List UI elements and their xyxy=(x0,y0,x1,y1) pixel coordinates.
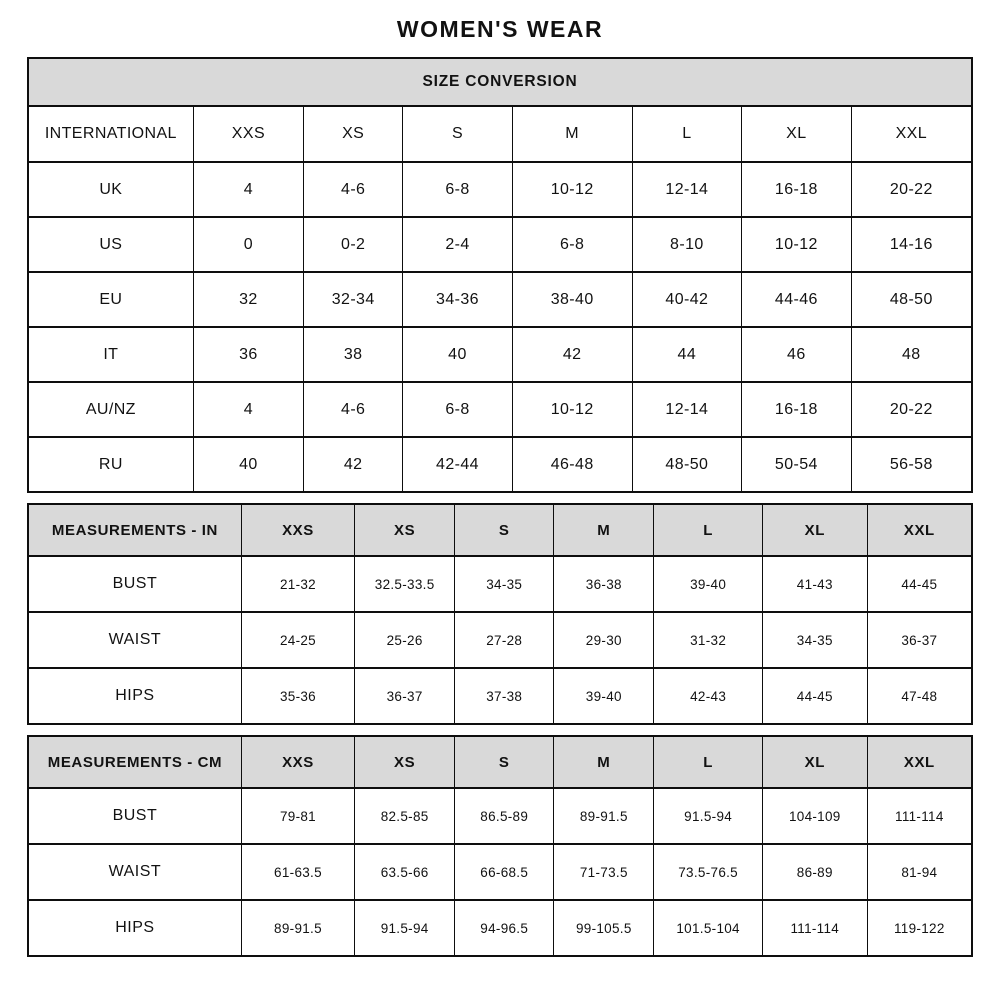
size-header-cell: XXS xyxy=(241,504,354,556)
size-value-cell: 89-91.5 xyxy=(241,900,354,956)
size-value-cell: 4-6 xyxy=(304,382,403,437)
size-value-cell: 47-48 xyxy=(867,668,972,724)
size-value-cell: 42-43 xyxy=(654,668,763,724)
size-value-cell: 63.5-66 xyxy=(355,844,455,900)
size-header-cell: XS xyxy=(304,106,403,162)
row-label: BUST xyxy=(28,788,241,844)
table-row xyxy=(28,556,972,612)
size-value-cell: 4 xyxy=(193,382,303,437)
size-value-cell: 35-36 xyxy=(241,668,354,724)
size-value-cell: 50-54 xyxy=(742,437,852,492)
size-value-cell: 42 xyxy=(304,437,403,492)
row-label: WAIST xyxy=(28,844,241,900)
size-value-cell: 61-63.5 xyxy=(241,844,354,900)
size-value-cell: 2-4 xyxy=(403,217,513,272)
measurements-cm-table xyxy=(27,735,973,957)
row-label: EU xyxy=(28,272,193,327)
size-value-cell: 10-12 xyxy=(512,162,632,217)
measurements-in-table xyxy=(27,503,973,725)
size-value-cell: 119-122 xyxy=(867,900,972,956)
header-label-cell: MEASUREMENTS - IN xyxy=(28,504,241,556)
size-value-cell: 44-45 xyxy=(762,668,867,724)
size-value-cell: 39-40 xyxy=(654,556,763,612)
size-value-cell: 71-73.5 xyxy=(554,844,654,900)
size-value-cell: 42 xyxy=(512,327,632,382)
size-value-cell: 8-10 xyxy=(632,217,742,272)
size-value-cell: 101.5-104 xyxy=(654,900,763,956)
size-value-cell: 0-2 xyxy=(304,217,403,272)
size-value-cell: 27-28 xyxy=(455,612,554,668)
size-value-cell: 89-91.5 xyxy=(554,788,654,844)
size-value-cell: 4-6 xyxy=(304,162,403,217)
page-title: WOMEN'S WEAR xyxy=(396,16,604,42)
size-header-cell: M xyxy=(554,736,654,788)
size-header-cell: S xyxy=(455,736,554,788)
size-value-cell: 44-45 xyxy=(867,556,972,612)
size-value-cell: 44 xyxy=(632,327,742,382)
size-value-cell: 111-114 xyxy=(762,900,867,956)
size-value-cell: 32 xyxy=(193,272,303,327)
size-value-cell: 6-8 xyxy=(512,217,632,272)
size-value-cell: 111-114 xyxy=(867,788,972,844)
size-header-cell: L xyxy=(654,736,763,788)
size-value-cell: 38 xyxy=(304,327,403,382)
size-value-cell: 34-35 xyxy=(455,556,554,612)
size-value-cell: 48 xyxy=(851,327,972,382)
row-label: RU xyxy=(28,437,193,492)
size-value-cell: 66-68.5 xyxy=(455,844,554,900)
table-row xyxy=(28,668,972,724)
size-value-cell: 48-50 xyxy=(632,437,742,492)
size-value-cell: 82.5-85 xyxy=(355,788,455,844)
size-header-cell: XS xyxy=(355,504,455,556)
size-value-cell: 4 xyxy=(193,162,303,217)
size-header-cell: S xyxy=(403,106,513,162)
size-value-cell: 36-38 xyxy=(554,556,654,612)
table-row xyxy=(28,437,972,492)
size-value-cell: 37-38 xyxy=(455,668,554,724)
size-value-cell: 32-34 xyxy=(304,272,403,327)
size-value-cell: 79-81 xyxy=(241,788,354,844)
size-value-cell: 36-37 xyxy=(355,668,455,724)
size-value-cell: 42-44 xyxy=(403,437,513,492)
size-value-cell: 81-94 xyxy=(867,844,972,900)
size-value-cell: 12-14 xyxy=(632,162,742,217)
size-value-cell: 34-36 xyxy=(403,272,513,327)
size-value-cell: 29-30 xyxy=(554,612,654,668)
size-header-cell: XXL xyxy=(867,736,972,788)
size-header-cell: M xyxy=(512,106,632,162)
size-header-cell: L xyxy=(654,504,763,556)
size-value-cell: 56-58 xyxy=(851,437,972,492)
size-header-cell: XXS xyxy=(241,736,354,788)
size-chart-page xyxy=(27,0,973,957)
row-label: HIPS xyxy=(28,900,241,956)
size-value-cell: 16-18 xyxy=(742,382,852,437)
size-value-cell: 25-26 xyxy=(355,612,455,668)
size-value-cell: 46-48 xyxy=(512,437,632,492)
table-row xyxy=(28,217,972,272)
table-row xyxy=(28,162,972,217)
size-value-cell: 91.5-94 xyxy=(654,788,763,844)
row-label: UK xyxy=(28,162,193,217)
size-value-cell: 21-32 xyxy=(241,556,354,612)
size-value-cell: 86-89 xyxy=(762,844,867,900)
size-value-cell: 20-22 xyxy=(851,382,972,437)
table-caption: SIZE CONVERSION xyxy=(28,58,972,106)
size-value-cell: 73.5-76.5 xyxy=(654,844,763,900)
size-value-cell: 38-40 xyxy=(512,272,632,327)
size-value-cell: 104-109 xyxy=(762,788,867,844)
row-label: HIPS xyxy=(28,668,241,724)
table-row xyxy=(28,327,972,382)
size-value-cell: 0 xyxy=(193,217,303,272)
size-value-cell: 36-37 xyxy=(867,612,972,668)
size-header-cell: XXL xyxy=(851,106,972,162)
table-row xyxy=(28,900,972,956)
size-value-cell: 36 xyxy=(193,327,303,382)
size-value-cell: 48-50 xyxy=(851,272,972,327)
size-header-cell: XL xyxy=(742,106,852,162)
row-label: US xyxy=(28,217,193,272)
size-value-cell: 40-42 xyxy=(632,272,742,327)
header-label-cell: INTERNATIONAL xyxy=(28,106,193,162)
size-value-cell: 10-12 xyxy=(512,382,632,437)
size-value-cell: 39-40 xyxy=(554,668,654,724)
size-value-cell: 6-8 xyxy=(403,162,513,217)
table-row xyxy=(28,382,972,437)
size-value-cell: 24-25 xyxy=(241,612,354,668)
row-label: BUST xyxy=(28,556,241,612)
size-value-cell: 10-12 xyxy=(742,217,852,272)
table-row xyxy=(28,844,972,900)
size-header-cell: S xyxy=(455,504,554,556)
size-value-cell: 44-46 xyxy=(742,272,852,327)
size-value-cell: 34-35 xyxy=(762,612,867,668)
size-value-cell: 94-96.5 xyxy=(455,900,554,956)
size-header-cell: M xyxy=(554,504,654,556)
size-value-cell: 12-14 xyxy=(632,382,742,437)
size-header-cell: XXS xyxy=(193,106,303,162)
row-label: IT xyxy=(28,327,193,382)
table-row xyxy=(28,272,972,327)
row-label: AU/NZ xyxy=(28,382,193,437)
size-value-cell: 40 xyxy=(193,437,303,492)
size-value-cell: 31-32 xyxy=(654,612,763,668)
size-value-cell: 46 xyxy=(742,327,852,382)
size-value-cell: 86.5-89 xyxy=(455,788,554,844)
size-header-cell: XXL xyxy=(867,504,972,556)
size-header-cell: L xyxy=(632,106,742,162)
size-conversion-table xyxy=(27,57,973,493)
size-value-cell: 6-8 xyxy=(403,382,513,437)
table-row xyxy=(28,612,972,668)
header-label-cell: MEASUREMENTS - CM xyxy=(28,736,241,788)
table-row xyxy=(28,788,972,844)
size-value-cell: 40 xyxy=(403,327,513,382)
size-value-cell: 41-43 xyxy=(762,556,867,612)
size-header-cell: XS xyxy=(355,736,455,788)
size-value-cell: 20-22 xyxy=(851,162,972,217)
size-value-cell: 99-105.5 xyxy=(554,900,654,956)
size-value-cell: 16-18 xyxy=(742,162,852,217)
size-header-cell: XL xyxy=(762,504,867,556)
size-header-cell: XL xyxy=(762,736,867,788)
size-value-cell: 91.5-94 xyxy=(355,900,455,956)
size-value-cell: 14-16 xyxy=(851,217,972,272)
row-label: WAIST xyxy=(28,612,241,668)
size-value-cell: 32.5-33.5 xyxy=(355,556,455,612)
